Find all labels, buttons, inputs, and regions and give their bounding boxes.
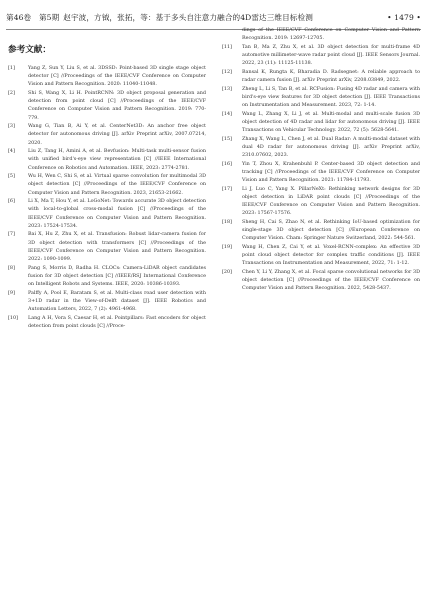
reference-item (8, 122, 206, 147)
references-heading: 参考文献： (8, 45, 51, 55)
page-number: • 1479 • (387, 12, 421, 22)
reference-number: [4] (8, 148, 15, 155)
reference-item (222, 160, 420, 185)
reference-item (8, 64, 206, 89)
reference-number: [10] (8, 314, 18, 321)
reference-item (222, 110, 420, 135)
article-running-title: 赵宇波，方钺，张拓，等：基于多头自注意力融合的4D雷达三维目标检测 (63, 12, 313, 22)
reference-text: Li X, Ma T, Hou Y, et al. LoGoNet: Towards accurate 3D object detection with local-to-global cross-modal fusion [C] //Proceedings of the IEEE/CVF Conference on Computer Vision and Pattern Recognition. 2023: 17524-17534. (28, 198, 206, 229)
reference-item (8, 197, 206, 230)
reference-number: [13] (222, 85, 232, 92)
reference-text: Lang A H, Vora S, Caesar H, et al. Pointpillars: Fast encoders for object detection from point clouds [C] //Proce- (28, 314, 206, 329)
reference-item (222, 243, 420, 268)
reference-item (8, 230, 206, 263)
reference-item (8, 147, 206, 172)
reference-number: [14] (222, 110, 232, 117)
references-right-column (222, 26, 420, 293)
reference-text: Sheng H, Cai S, Zhao N, et al. Rethinking IoU-based optimization for single-stage 3D object detection [C] //European Conference on Computer Vision. Cham: Springer Nature Switzerland, 2022: 544-561. (242, 218, 420, 242)
reference-item (222, 43, 420, 68)
reference-number: [2] (8, 90, 15, 96)
reference-text: Chen Y, Li Y, Zhang X, et al. Focal sparse convolutional networks for 3D object detection [C] //Proceedings of the IEEE/CVF Conference on Computer Vision and Pattern Recognition. 2022, 5428-5437. (242, 268, 420, 292)
reference-item (8, 314, 206, 330)
reference-item (222, 185, 420, 218)
reference-text: Zhang X, Wang L, Chen J, et al. Dual Radar: A multi-modal dataset with dual 4D radar for autonomous driving [J]. arXiv Preprint arXiv, 2310.07602, 2023. (242, 135, 420, 158)
reference-text: Tan B, Ma Z, Zhu X, et al. 3D object detection for multi-frame 4D automotive millimeter-wave radar point cloud [J]. IEEE Sensors Journal. 2022, 23 (11): 11125-11138. (242, 43, 420, 67)
reference-item (222, 135, 420, 160)
reference-text: Liu Z, Tang H, Amini A, et al. Bevfusion: Multi-task multi-sensor fusion with unified bird's-eye view representation [C] //IEEE International Conference on Robotics and Automation. IEEE, 2023: 2774-2781. (28, 148, 206, 171)
reference-text: Wang G, Tian B, Ai Y, et al. CenterNet3D: An anchor free object detector for autonomous driving [J]. arXiv Preprint arXiv, 2007.07214, 2020. (28, 123, 206, 146)
reference-number: [8] (8, 264, 15, 271)
reference-item (222, 218, 420, 243)
reference-number: [1] (8, 65, 15, 71)
reference-text: Wu H, Wen C, Shi S, et al. Virtual sparse convolution for multimodal 3D object detection [C] //Proceedings of the IEEE/CVF Conference on Computer Vision and Pattern Recognition. 2023, 21653-21662. (28, 173, 206, 196)
reference-text: Zheng L, Li S, Tan B, et al. RCFusion: Fusing 4D radar and camera with bird's-eye view features for 3D object detection [J]. IEEE Transactions on Instrumentation and Measurement. 2023, 72: 1-14. (242, 85, 420, 108)
reference-item (222, 268, 420, 293)
reference-text: Shi S, Wang X, Li H. PointRCNN: 3D object proposal generation and detection from point cloud [C] //Proceedings of the IEEE/CVF Conference on Computer Vision and Pattern Recognition. 2019: 770-779. (28, 90, 206, 121)
reference-number: [7] (8, 231, 15, 238)
reference-number: [6] (8, 198, 15, 205)
reference-item (8, 289, 206, 314)
reference-number: [12] (222, 68, 232, 75)
reference-text: Bansal K, Rungta K, Bharadia D. Radsegnet: A reliable approach to radar camera fusion [J]. arXiv Preprint arXiv, 2208.03849, 2022. (242, 68, 420, 83)
reference-text: Yin T, Zhou X, Krahenbuhl P. Center-based 3D object detection and tracking [C] //Proceedings of the IEEE/CVF Conference on Computer Vision and Pattern Recognition. 2021: 11784-11793. (242, 160, 420, 183)
reference-number: [15] (222, 135, 232, 142)
references-left-column (8, 64, 206, 330)
reference-item (8, 172, 206, 197)
reference-number: [9] (8, 289, 15, 296)
reference-text: Yang Z, Sun Y, Liu S, et al. 3DSSD: Point-based 3D single stage object detector [C] //Proceedings of the IEEE/CVF Conference on Computer Vision and Pattern Recognition. 2020: 11040-11048. (28, 65, 206, 88)
reference-number: [20] (222, 268, 232, 275)
reference-number: [17] (222, 185, 232, 192)
reference-text: Palffy A, Pool E, Baratam S, et al. Multi-class road user detection with 3+1D radar in the View-of-Delft dataset [J]. IEEE Robotics and Automation Letters, 2022, 7 (2): 4961-4968. (28, 289, 206, 313)
reference-number: [16] (222, 160, 232, 167)
journal-volume: 第46卷 第5期 (6, 12, 60, 22)
reference-number: [11] (222, 43, 232, 50)
reference-item (8, 89, 206, 122)
reference-continuation: dings of the IEEE/CVF Conference on Computer Vision and Pattern Recognition. 2019: 12697-12705. (242, 27, 420, 42)
reference-text: Bai X, Hu Z, Zhu X, et al. Transfusion: Robust lidar-camera fusion for 3D object detection with transformers [C] //Proceedings of the IEEE/CVF Conference on Computer Vision and Pattern Recognition. 2022: 1090-1099. (28, 231, 206, 263)
reference-number: [5] (8, 173, 15, 180)
reference-text: Pang S, Morris D, Radha H. CLOCs: Camera-LiDAR object candidates fusion for 3D object detection [C] //IEEE/RSJ International Conference on Intelligent Robots and Systems. IEEE, 2020: 10386-10393. (28, 264, 206, 288)
reference-number: [19] (222, 243, 232, 250)
reference-number: [18] (222, 218, 232, 225)
reference-item (8, 264, 206, 289)
reference-text: Li J, Luo C, Yang X. PillarNeXt: Rethinking network designs for 3D object detection in LiDAR point clouds [C] //Proceedings of the IEEE/CVF Conference on Computer Vision and Pattern Recognition. 2023: 17567-17576. (242, 185, 420, 217)
reference-item (222, 85, 420, 110)
reference-item (222, 68, 420, 84)
reference-number: [3] (8, 123, 15, 130)
reference-text: Wang H, Chen Z, Cai Y, et al. Voxel-RCNN-complex: An effective 3D point cloud object detector for complex traffic conditions [J]. IEEE Transactions on Instrumentation and Measurement, 2022, 71: 1-12. (242, 243, 420, 267)
reference-text: Wang L, Zhang X, Li J, et al. Multi-modal and multi-scale fusion 3D object detection of 4D radar and lidar for autonomous driving [J]. IEEE Transactions on Vehicular Technology. 2022, 72 (5): 5628-5641. (242, 110, 420, 133)
